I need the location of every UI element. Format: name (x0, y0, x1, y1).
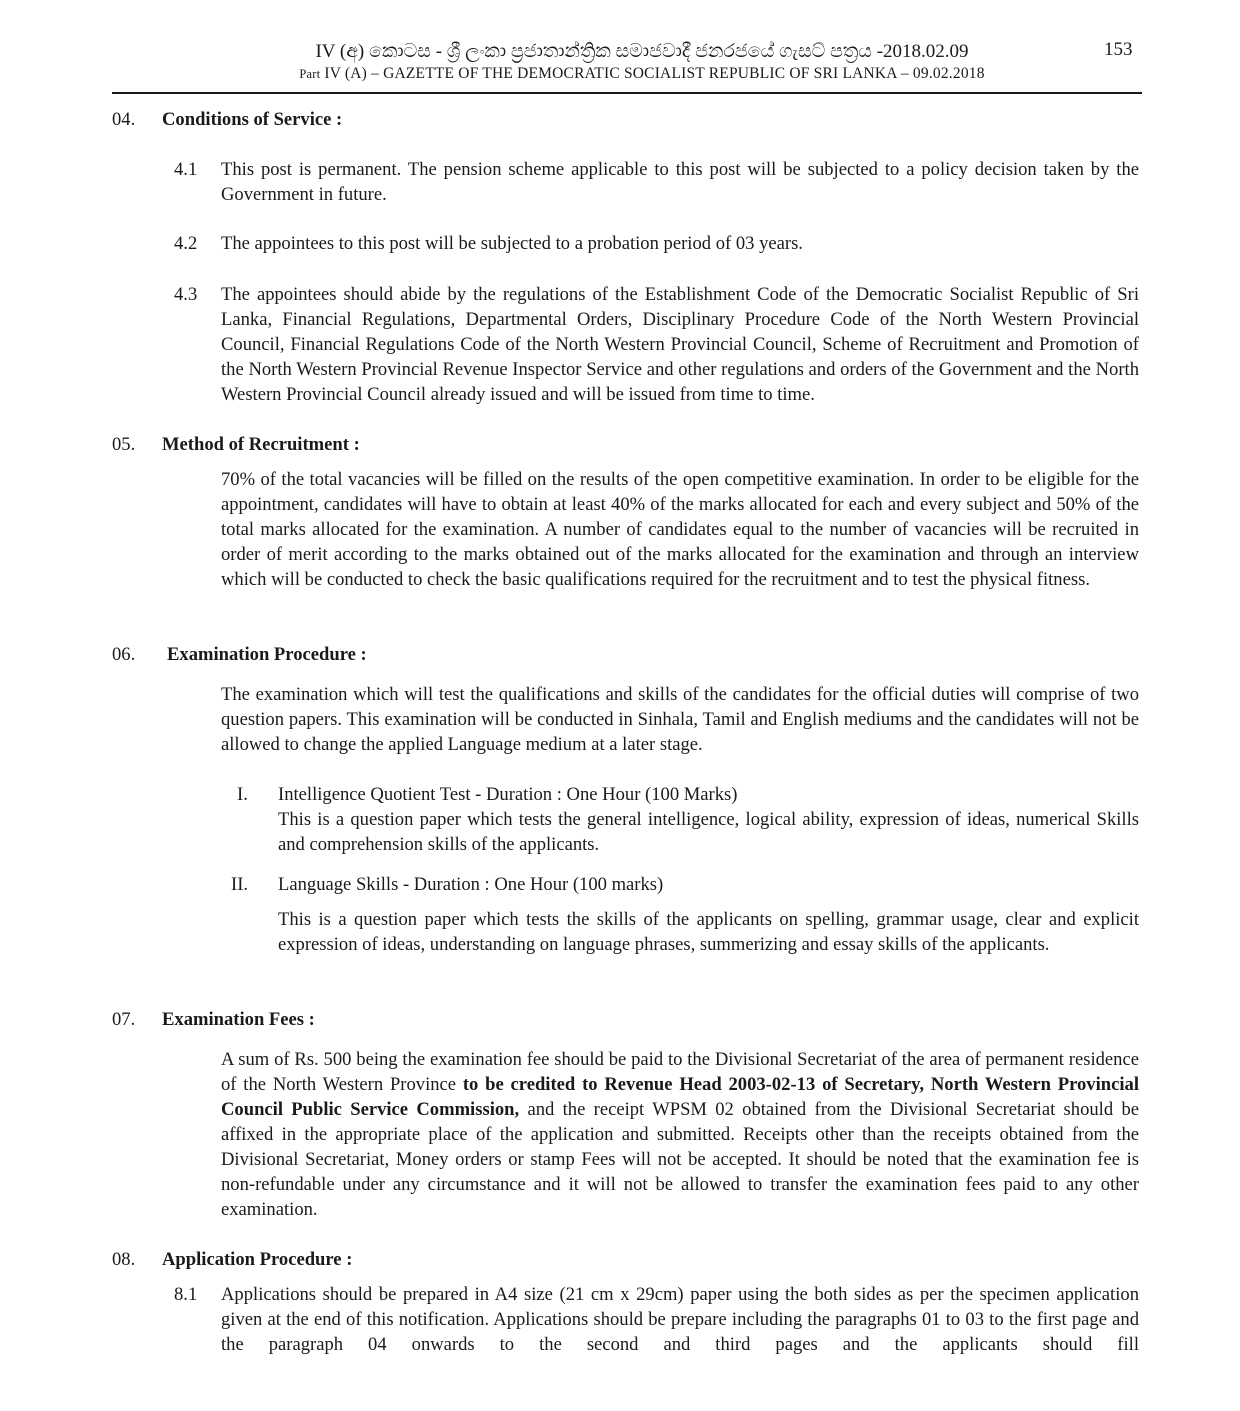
section-07-text-part-b: and the receipt WPSM 02 obtained from the Divisional Secretariat should be affixed in the appropriate place of the application and submitted. Receipts other than the receipts obtained from the Divisional Secretariat, Money orders or stamp Fees will not be accepted. It should be noted that the examination fee is non-refundable under any circumstance and it will not be allowed to transfer the examination fees paid to any other examination. (221, 1099, 1139, 1220)
section-07-text (221, 1047, 1139, 1222)
header-english-line (232, 64, 1052, 84)
header-rule (112, 92, 1142, 94)
item-4-1-text: This post is permanent. The pension scheme applicable to this post will be subjected to a policy decision taken by the Government in future. (221, 159, 1139, 205)
section-07-title: Examination Fees : (162, 1009, 315, 1030)
paper-2-description: This is a question paper which tests the skills of the applicants on spelling, grammar usage, clear and explicit expression of ideas, understanding on language phrases, summerizing and essay skills of the applicants. (278, 909, 1139, 955)
item-4-3-text: The appointees should abide by the regulations of the Establishment Code of the Democratic Socialist Republic of Sri Lanka, Financial Regulations, Departmental Orders, Disciplinary Procedure Code of the North Western Provincial Council, Financial Regulations Code of the North Western Provincial Council, Scheme of Recruitment and Promotion of the North Western Provincial Revenue Inspector Service and other regulations and orders of the Government and the North Western Provincial Council already issued and will be issued from time to time. (221, 284, 1139, 405)
header-english-text: IV (A) – GAZETTE OF THE DEMOCRATIC SOCIALIST REPUBLIC OF SRI LANKA – 09.02.2018 (324, 65, 985, 82)
header-part-prefix: Part (299, 67, 321, 81)
section-04-number: 04. (112, 109, 136, 130)
section-05-text: 70% of the total vacancies will be filled on the results of the open competitive examination. In order to be eligible for the appointment, candidates will have to obtain at least 40% of the marks allocated for each and every subject and 50% of the total marks allocated for the examination. A number of candidates equal to the number of vacancies will be recruited in order of merit according to the marks obtained out of the marks allocated for the examination and through an interview which will be conducted to check the basic qualifications required for the recruitment and to test the physical fitness. (221, 469, 1139, 590)
page-number: 153 (1104, 39, 1133, 60)
section-07-number: 07. (112, 1009, 136, 1030)
section-05-number: 05. (112, 434, 136, 455)
item-8-1-text: Applications should be prepared in A4 size (21 cm x 29cm) paper using the both sides as per the specimen application given at the end of this notification. Applications should be prepare including the paragraphs 01 to 03 to the first page and the paragraph 04 onwards to the second and third pages and the applicants should fill (221, 1284, 1139, 1355)
section-08-number: 08. (112, 1249, 136, 1270)
paper-1-title: Intelligence Quotient Test - Duration : One Hour (100 Marks) (278, 784, 738, 805)
header-sinhala-line: IV (අ) කොටස - ශ්‍රී ලංකා ප්‍රජාතාන්ත්‍රික සමාජවාදී ජනරජයේ ගැසට් පත්‍රය -2018.02.09 (315, 41, 969, 62)
item-4-2-text: The appointees to this post will be subjected to a probation period of 03 years. (221, 233, 803, 254)
section-06-title: Examination Procedure : (167, 644, 367, 665)
section-07-text-part-a: A sum of Rs. 500 being the examination fee should be paid to the Divisional Secretariat of the area of permanent residence of the North Western Province (221, 1049, 1139, 1095)
paper-1-number: I. (237, 784, 248, 805)
section-07-text-bold: to be credited to Revenue Head 2003-02-13 of Secretary, North Western Provincial Council Public Service Commission, (221, 1074, 1139, 1120)
section-06-text: The examination which will test the qualifications and skills of the candidates for the official duties will comprise of two question papers. This examination will be conducted in Sinhala, Tamil and English mediums and the candidates will not be allowed to change the applied Language medium at a later stage. (221, 684, 1139, 755)
item-8-1-number: 8.1 (174, 1284, 198, 1305)
paper-2-number: II. (231, 874, 249, 895)
item-4-1-number: 4.1 (174, 159, 198, 180)
section-08-title: Application Procedure : (162, 1249, 353, 1270)
item-4-3-number: 4.3 (174, 284, 198, 305)
item-4-2-number: 4.2 (174, 233, 198, 254)
paper-2-title: Language Skills - Duration : One Hour (100 marks) (278, 874, 664, 895)
section-05-title: Method of Recruitment : (162, 434, 360, 455)
section-04-title: Conditions of Service : (162, 109, 343, 130)
section-06-number: 06. (112, 644, 136, 665)
paper-1-description: This is a question paper which tests the general intelligence, logical ability, expression of ideas, numerical Skills and comprehension skills of the applicants. (278, 809, 1139, 855)
